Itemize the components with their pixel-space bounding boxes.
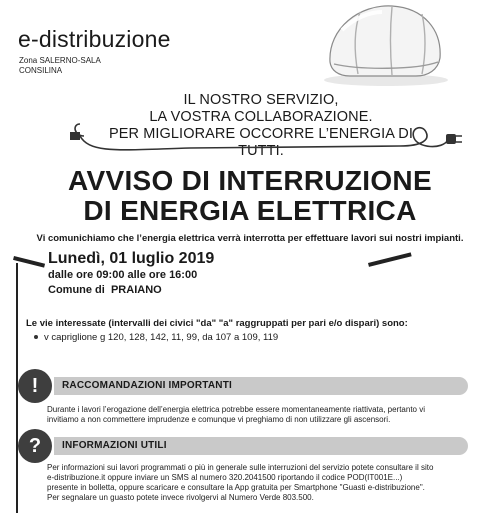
- safety-helmet-icon: [320, 0, 450, 86]
- zone-line-1: Zona SALERNO-SALA: [19, 56, 101, 65]
- outage-hours: dalle ore 09:00 alle ore 16:00: [48, 269, 198, 281]
- outage-date: Lunedì, 01 luglio 2019: [48, 250, 215, 267]
- recommendations-text: [47, 405, 477, 425]
- question-icon: ?: [18, 429, 52, 463]
- plug-cable-icon: [70, 120, 470, 160]
- outage-comune: [48, 284, 162, 296]
- recommendations-line-2: invitiamo a non commettere imprudenze e comunque vi preghiamo di non utilizzare gli ascensori.: [47, 415, 391, 424]
- company-logo: [18, 28, 171, 51]
- slogan-line-1: IL NOSTRO SERVIZIO,: [183, 92, 339, 108]
- zone-label: [19, 56, 101, 76]
- info-text: [47, 463, 477, 503]
- bullet-icon: [34, 335, 38, 339]
- info-title: INFORMAZIONI UTILI: [62, 440, 167, 451]
- warning-icon: !: [18, 369, 52, 403]
- notice-title: [0, 166, 500, 226]
- logo-text: e-distribuzione: [18, 26, 171, 52]
- info-line-1: Per informazioni sui lavori programmati o più in generale sulle interruzioni del servizio potete consultare il sito: [47, 463, 434, 472]
- comune-label: Comune di: [48, 284, 105, 296]
- slogan-line-3: PER MIGLIORARE OCCORRE L’ENERGIA DI TUTTI.: [108, 126, 414, 159]
- notice-subtitle: Vi comunichiamo che l’energia elettrica verrà interrotta per effettuare lavori sui nostri impianti.: [36, 233, 464, 244]
- street-text: v capriglione g 120, 128, 142, 11, 99, da 107 a 109, 119: [44, 332, 279, 343]
- info-line-2: e-distribuzione.it oppure inviare un SMS al numero 320.2041500 riportando il codice POD(IT001E...): [47, 473, 403, 482]
- recommendations-title: RACCOMANDAZIONI IMPORTANTI: [62, 380, 232, 391]
- list-item: [34, 332, 278, 343]
- recommendations-line-1: Durante i lavori l’erogazione dell’energia elettrica potrebbe essere momentaneamente riattivata, pertanto vi: [47, 405, 425, 414]
- slogan-line-2: LA VOSTRA COLLABORAZIONE.: [149, 109, 373, 125]
- title-line-1: AVVISO DI INTERRUZIONE: [68, 165, 432, 196]
- info-line-3: presente in bolletta, oppure scaricare e consultare la App gratuita per Smartphone "Guasti e-distribuzione".: [47, 483, 425, 492]
- comune-name: PRAIANO: [110, 284, 162, 296]
- title-line-2: DI ENERGIA ELETTRICA: [83, 195, 417, 226]
- streets-label: Le vie interessate (intervalli dei civici "da" "a" raggruppati per pari e/o dispari) sono:: [26, 318, 408, 329]
- info-line-4: Per segnalare un guasto potete invece rivolgervi al Numero Verde 803.500.: [47, 493, 314, 502]
- frame-bar-right: [368, 252, 412, 267]
- zone-line-2: CONSILINA: [19, 66, 63, 75]
